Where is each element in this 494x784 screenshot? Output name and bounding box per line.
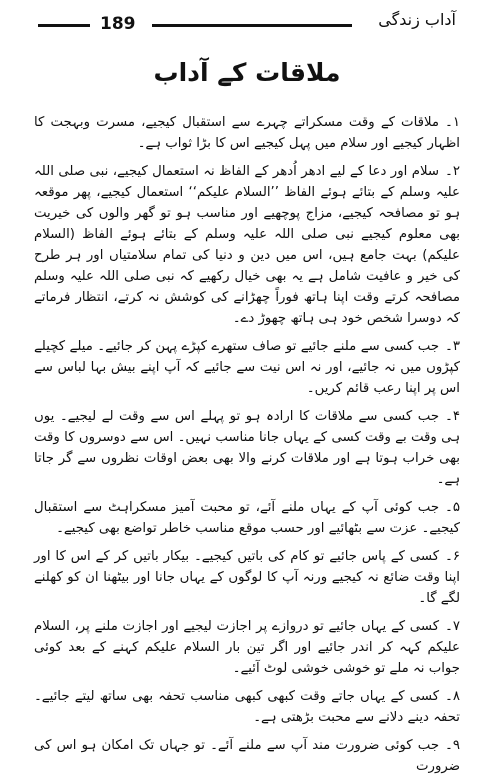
paragraph-number: ۷۔ bbox=[445, 619, 460, 634]
paragraph bbox=[34, 336, 460, 399]
paragraph bbox=[34, 686, 460, 728]
header-rule-left bbox=[38, 24, 90, 27]
paragraph bbox=[34, 546, 460, 609]
paragraph-number: ۶۔ bbox=[445, 549, 460, 564]
paragraph-text: ملاقات کے وقت مسکراتے چہرے سے استقبال کیجیے، مسرت وبہجت کا اظہار کیجیے اور سلام میں پہل کیجیے اس کا بڑا ثواب ہے۔ bbox=[34, 115, 460, 151]
paragraph-text: جب کوئی آپ کے یہاں ملنے آئے، تو محبت آمیز مسکراہٹ سے استقبال کیجیے۔ عزت سے بٹھائیے اور حسب موقع مناسب خاطر تواضع بھی کیجیے۔ bbox=[34, 500, 460, 536]
paragraph-number: ۱۔ bbox=[445, 115, 460, 130]
paragraph-number: ۹۔ bbox=[445, 738, 460, 753]
body-text bbox=[34, 112, 460, 784]
header-rule-right bbox=[152, 24, 352, 27]
paragraph-text: جب کسی سے ملاقات کا ارادہ ہو تو پہلے اس سے وقت لے لیجیے۔ یوں ہی وقت بے وقت کسی کے یہاں جانا مناسب نہیں۔ اس سے دوسروں کا وقت بھی خراب ہوتا ہے اور ملاقات کرنے والا بھی بعض اوقات نظروں سے گر جاتا ہے۔ bbox=[34, 409, 460, 487]
paragraph-number: ۴۔ bbox=[445, 409, 460, 424]
section-title: ملاقات کے آداب bbox=[153, 58, 341, 87]
page-header bbox=[28, 8, 466, 38]
paragraph bbox=[34, 616, 460, 679]
paragraph-text: سلام اور دعا کے لیے ادھر اُدھر کے الفاظ نہ استعمال کیجیے، نبی صلی اللہ علیہ وسلم کے بتائے ہوئے الفاظ ’’السلام علیکم‘‘ استعمال کیجیے، پھر موقعہ ہو تو مصافحہ کیجیے، مزاج پوچھیے اور مناسب ہو تو گھر والوں کی خیریت بھی معلوم کیجیے نبی صلی اللہ علیہ وسلم کے بتائے ہوئے الفاظ (السلام علیکم) بہت جامع ہیں، اس میں دین و دنیا کی تمام سلامتیاں اور ہر طرح کی خیر و عافیت شامل ہے یہ بھی خیال رکھیے کہ نبی صلی اللہ علیہ وسلم مصافحہ کرتے وقت اپنا ہاتھ فوراً چھڑانے کی کوشش نہ کرتے، انتظار فرماتے کہ دوسرا شخص خود ہی ہاتھ چھوڑ دے۔ bbox=[34, 164, 460, 326]
paragraph-number: ۵۔ bbox=[445, 500, 460, 515]
paragraph-text: کسی کے یہاں جاتے وقت کبھی کبھی مناسب تحفہ بھی ساتھ لیتے جائیے۔ تحفہ دینے دلانے سے محبت بڑھتی ہے۔ bbox=[34, 689, 460, 725]
paragraph-text: جب کسی سے ملنے جائیے تو صاف ستھرے کپڑے پہن کر جائیے۔ میلے کچیلے کپڑوں میں نہ جائیے، اور نہ اس نیت سے جائیے کہ آپ اپنے بیش بہا لباس سے اس پر اپنا رعب قائم کریں۔ bbox=[34, 339, 460, 396]
paragraph-text: کسی کے پاس جائیے تو کام کی باتیں کیجیے۔ بیکار باتیں کر کے اس کا اور اپنا وقت ضائع نہ کیجیے ورنہ آپ کا لوگوں کے یہاں جانا اور بیٹھنا ان کو کھلنے لگے گا۔ bbox=[34, 549, 460, 606]
paragraph-number: ۸۔ bbox=[445, 689, 460, 704]
running-title: آداب زندگی bbox=[378, 10, 456, 29]
paragraph bbox=[34, 497, 460, 539]
paragraph-number: ۲۔ bbox=[445, 164, 460, 179]
paragraph-text: کسی کے یہاں جائیے تو دروازے پر اجازت لیجیے اور اجازت ملنے پر، السلام علیکم کہہ کر اندر جائیے اور اگر تین بار السلام علیکم کہنے کے بعد کوئی جواب نہ ملے تو خوشی خوشی لوٹ آئیے۔ bbox=[34, 619, 460, 676]
paragraph bbox=[34, 112, 460, 154]
paragraph bbox=[34, 406, 460, 490]
paragraph bbox=[34, 735, 460, 777]
paragraph bbox=[34, 161, 460, 329]
paragraph-text: جب کوئی ضرورت مند آپ سے ملنے آئے۔ تو جہاں تک امکان ہو اس کی ضرورت bbox=[34, 738, 460, 774]
page-number: 189 bbox=[100, 14, 136, 34]
paragraph-number: ۳۔ bbox=[445, 339, 460, 354]
